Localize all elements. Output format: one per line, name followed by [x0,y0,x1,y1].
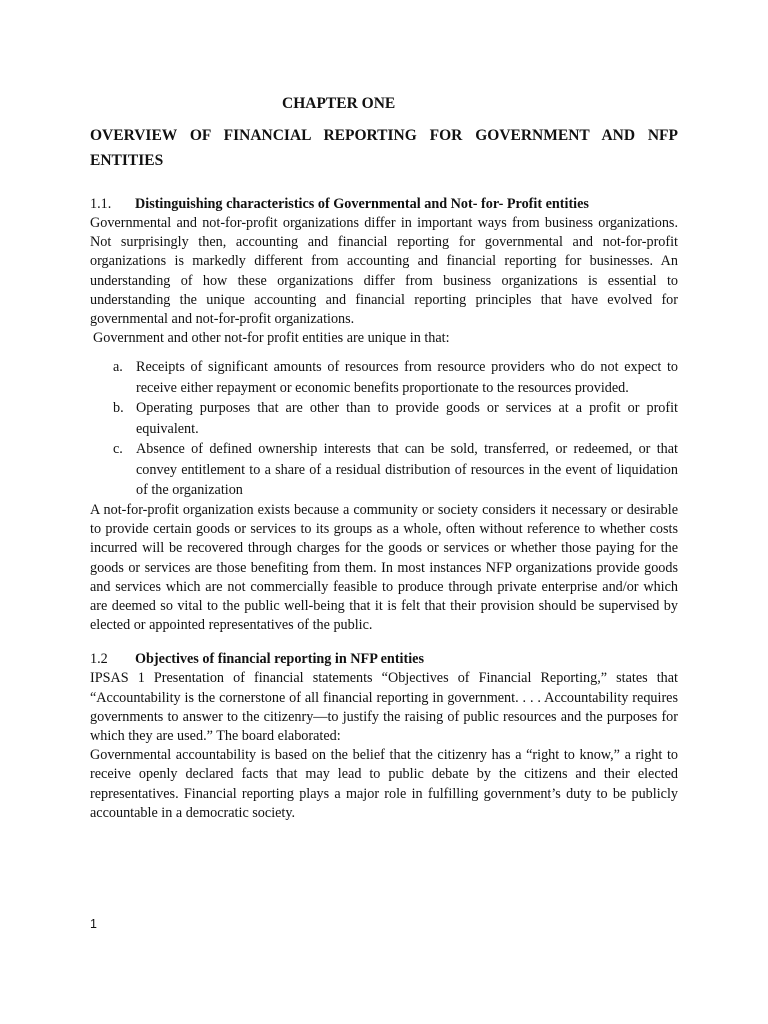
list-item-text: Absence of defined ownership interests that can be sold, transferred, or redeemed, or that convey entitlement to a share of a residual distribution of resources in the event of liquidation of the organization [136,441,678,499]
section-heading-1-1 [90,194,678,214]
list-item [90,439,678,501]
list-marker: c. [113,441,123,458]
list-item-text: Operating purposes that are other than to provide goods or services at a profit or profit equivalent. [136,400,678,437]
list-item [90,398,678,439]
section-title: Objectives of financial reporting in NFP entities [135,651,424,668]
page-number: 1 [90,917,97,931]
section-heading-1-2 [90,649,678,669]
paragraph-nfp-exists: A not-for-profit organization exists because a community or society considers it necessary or desirable to provide certain goods or services to its groups as a whole, often without reference to whether costs incurred will be recovered through charges for the goods or services or whether those paying for the goods or services are those benefiting from them. In most instances NFP organizations provide goods and services which are not commercially feasible to produce through private enterprise and/or which are deemed so vital to the public well-being that it is felt that their provision should be supervised by elected or appointed representatives of the public. [90,501,678,634]
section-number: 1.1. [90,196,112,212]
list-item-text: Receipts of significant amounts of resources from resource providers who do not expect to receive either repayment or economic benefits proportionate to the resources provided. [136,359,678,396]
section-number: 1.2 [90,651,108,668]
chapter-label: CHAPTER ONE [282,95,396,112]
paragraph-ipsas: IPSAS 1 Presentation of financial statements “Objectives of Financial Reporting,” states that “Accountability is the cornerstone of all financial reporting in government. . . . Accountability requires governments to answer to the citizenry—to justify the raising of public resources and the purposes for which they are used.” The board elaborated: [90,670,678,744]
paragraph-differences: Governmental and not-for-profit organizations differ in important ways from business organizations. Not surprisingly then, accounting and financial reporting for governmental and not-for-profit organizations is markedly different from accounting and financial reporting for businesses. An understanding of how these organizations differ from business organizations is essential to understanding the unique accounting and financial reporting principles that have evolved for governmental and not-for-profit organizations. [90,215,678,328]
document-page [90,94,678,823]
list-marker: b. [113,400,124,417]
paragraph-intro: Government and other not-for profit entities are unique in that: [93,330,450,347]
paragraph-accountability: Governmental accountability is based on the belief that the citizenry has a “right to know,” a right to receive openly declared facts that may lead to public debate by the citizens and their elected representatives. Financial reporting plays a major role in fulfilling government’s duty to be publicly accountable in a democratic society. [90,747,678,821]
section-title: Distinguishing characteristics of Governmental and Not- for- Profit entities [135,196,589,212]
list-item [90,357,678,398]
list-marker: a. [113,359,123,376]
characteristics-list [90,357,678,501]
chapter-title: OVERVIEW OF FINANCIAL REPORTING FOR GOVERNMENT AND NFP ENTITIES [90,127,678,169]
